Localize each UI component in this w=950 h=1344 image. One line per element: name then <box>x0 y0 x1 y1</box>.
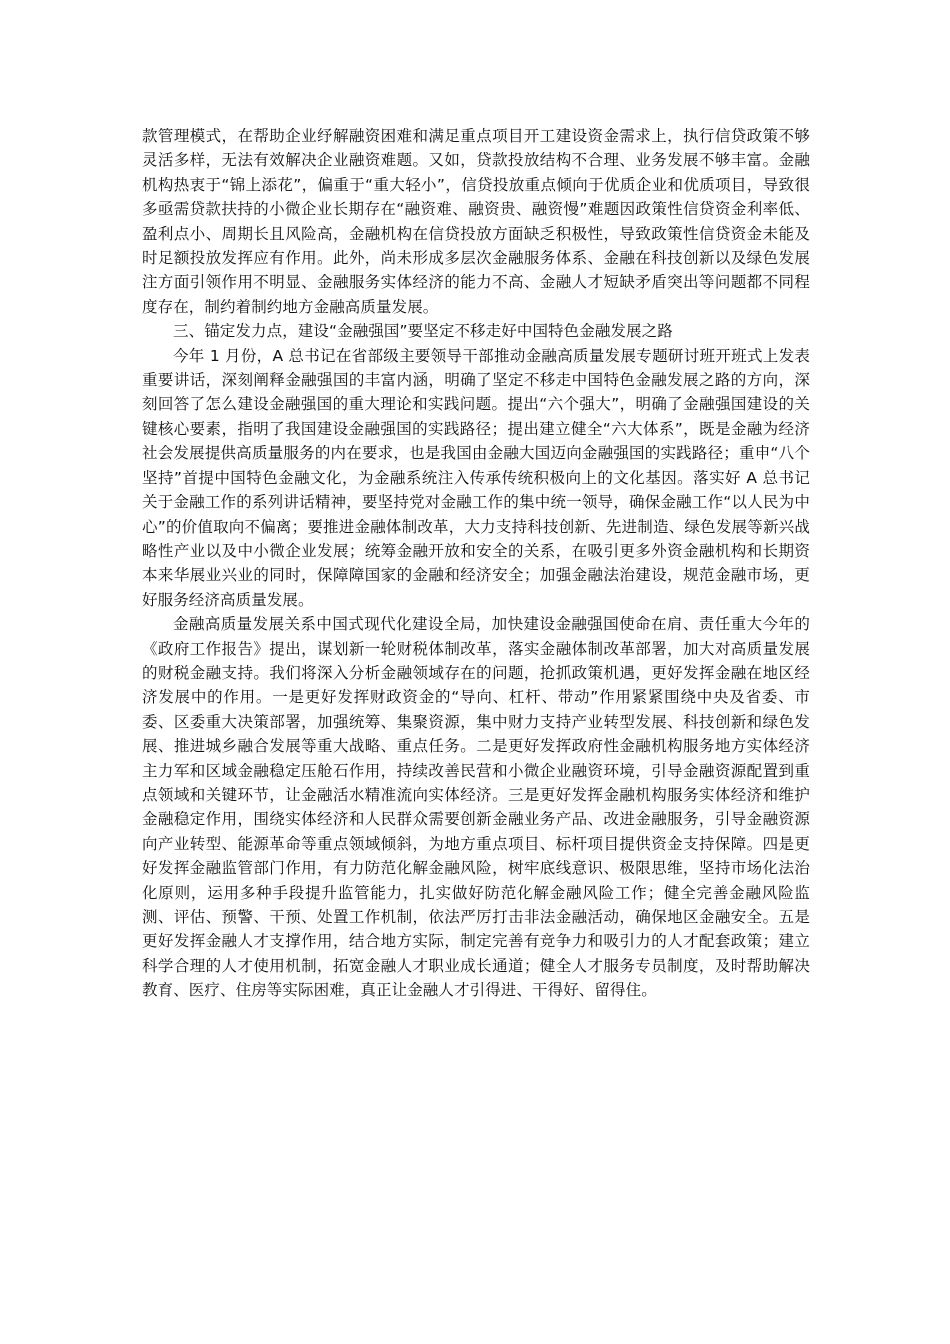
paragraph-continuation: 款管理模式，在帮助企业纾解融资困难和满足重点项目开工建设资金需求上，执行信贷政策不够灵活多样，无法有效解决企业融资难题。又如，贷款投放结构不合理、业务发展不够丰富。金融机构热衷于“锦上添花”，偏重于“重大轻小”，信贷投放重点倾向于优质企业和优质项目，导致很多亟需贷款扶持的小微企业长期存在“融资难、融资贵、融资慢”难题因政策性信贷资金利率低、盈利点小、周期长且风险高，金融机构在信贷投放方面缺乏积极性，导致政策性信贷资金未能及时足额投放发挥应有作用。此外，尚未形成多层次金融服务体系、金融在科技创新以及绿色发展注方面引领作用不明显、金融服务实体经济的能力不高、金融人才短缺矛盾突出等问题都不同程度存在，制约着制约地方金融高质量发展。 <box>142 127 810 316</box>
document-body <box>142 124 810 1003</box>
section-heading: 三、锚定发力点，建设“金融强国”要坚定不移走好中国特色金融发展之路 <box>173 322 673 341</box>
paragraph-speech-summary: 今年 1 月份，A 总书记在省部级主要领导干部推动金融高质量发展专题研讨班开班式上发表重要讲话，深刻阐释金融强国的丰富内涵，明确了坚定不移走中国特色金融发展之路的方向，深刻回答了怎么建设金融强国的重大理论和实践问题。提出“六个强大”，明确了金融强国建设的关键核心要素，指明了我国建设金融强国的实践路径；提出建立健全“六大体系”，既是金融为经济社会发展提供高质量服务的内在要求，也是我国由金融大国迈向金融强国的实践路径；重申“八个坚持”首提中国特色金融文化，为金融系统注入传承传统积极向上的文化基因。落实好 A 总书记关于金融工作的系列讲话精神，要坚持党对金融工作的集中统一领导，确保金融工作“以人民为中心”的价值取向不偏离；要推进金融体制改革，大力支持科技创新、先进制造、绿色发展等新兴战略性产业以及中小微企业发展；统筹金融开放和安全的关系，在吸引更多外资金融机构和长期资本来华展业兴业的同时，保障障国家的金融和经济安全；加强金融法治建设，规范金融市场，更好服务经济高质量发展。 <box>142 346 810 609</box>
paragraph-action-plan: 金融高质量发展关系中国式现代化建设全局，加快建设金融强国使命在肩、责任重大今年的《政府工作报告》提出，谋划新一轮财税体制改革，落实金融体制改革部署，加大对高质量发展的财税金融支持。我们将深入分析金融领域存在的问题，抢抓政策机遇，更好发挥金融在地区经济发展中的作用。一是更好发挥财政资金的“导向、杠杆、带动”作用紧紧围绕中央及省委、市委、区委重大决策部署，加强统筹、集聚资源，集中财力支持产业转型发展、科技创新和绿色发展、推进城乡融合发展等重大战略、重点任务。二是更好发挥政府性金融机构服务地方实体经济主力军和区域金融稳定压舱石作用，持续改善民营和小微企业融资环境，引导金融资源配置到重点领域和关键环节，让金融活水精准流向实体经济。三是更好发挥金融机构服务实体经济和维护金融稳定作用，围绕实体经济和人民群众需要创新金融业务产品、改进金融服务，引导金融资源向产业转型、能源革命等重点领域倾斜，为地方重点项目、标杆项目提供资金支持保障。四是更好发挥金融监管部门作用，有力防范化解金融风险，树牢底线意识、极限思维，坚持市场化法治化原则，运用多种手段提升监管能力，扎实做好防范化解金融风险工作；健全完善金融风险监测、评估、预警、干预、处置工作机制，依法严厉打击非法金融活动，确保地区金融安全。五是更好发挥金融人才支撑作用，结合地方实际，制定完善有竞争力和吸引力的人才配套政策；建立科学合理的人才使用机制，拓宽金融人才职业成长通道；健全人才服务专员制度，及时帮助解决教育、医疗、住房等实际困难，真正让金融人才引得进、干得好、留得住。 <box>142 615 810 1000</box>
